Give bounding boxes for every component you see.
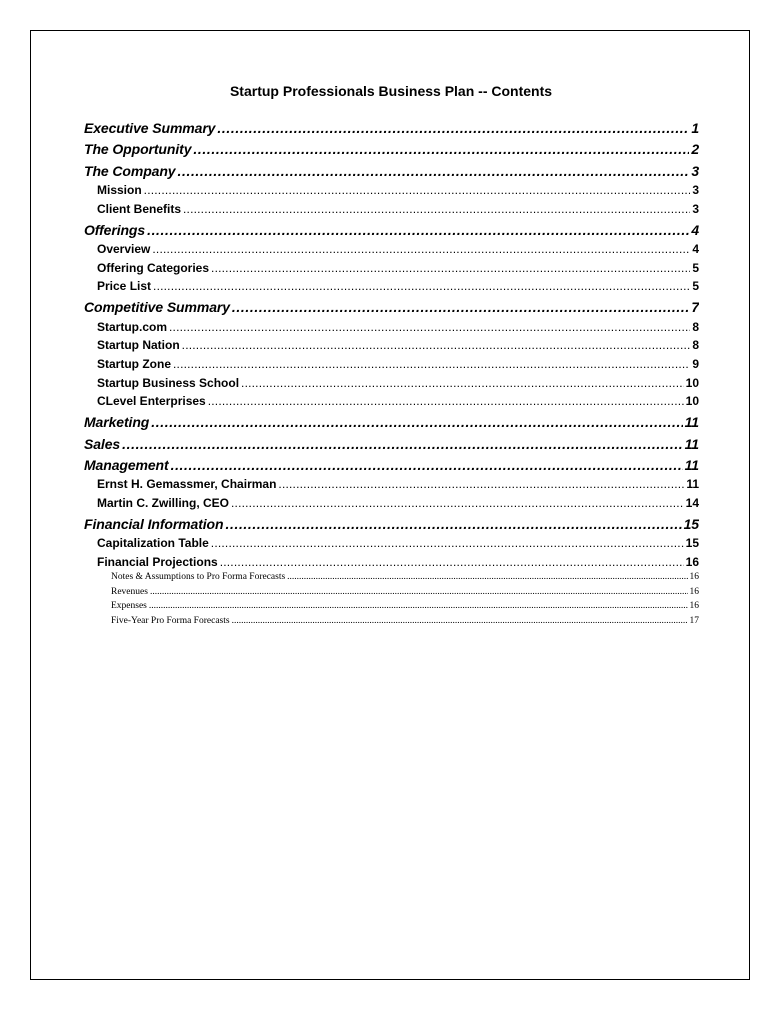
toc-entry-sales[interactable] <box>84 435 699 453</box>
toc-entry-the-opportunity[interactable] <box>84 140 699 158</box>
toc-entry-page: 9 <box>692 357 699 371</box>
toc-entry-page: 16 <box>685 555 699 569</box>
toc-entry-startup-nation[interactable] <box>97 337 699 353</box>
toc-dot-leader <box>231 495 684 511</box>
toc-entry-label: Marketing <box>84 414 150 430</box>
toc-dot-leader <box>147 221 689 239</box>
toc-dot-leader <box>217 119 689 137</box>
toc-entry-page: 15 <box>683 516 699 532</box>
toc-entry-management[interactable] <box>84 456 699 474</box>
toc-dot-leader <box>182 337 691 353</box>
toc-entry-price-list[interactable] <box>97 278 699 294</box>
toc-dot-leader <box>177 162 689 180</box>
toc-entry-expenses[interactable] <box>111 600 699 612</box>
toc-entry-page: 1 <box>691 120 699 136</box>
toc-entry-page: 14 <box>685 496 699 510</box>
toc-dot-leader <box>150 586 688 598</box>
toc-entry-page: 2 <box>691 141 699 157</box>
toc-entry-page: 4 <box>691 222 699 238</box>
document-title: Startup Professionals Business Plan -- Contents <box>229 83 553 99</box>
toc-entry-page: 11 <box>684 457 699 473</box>
toc-entry-financial-information[interactable] <box>84 515 699 533</box>
toc-entry-executive-summary[interactable] <box>84 119 699 137</box>
toc-entry-revenues[interactable] <box>111 586 699 598</box>
toc-dot-leader <box>220 554 684 570</box>
toc-entry-startup-com[interactable] <box>97 319 699 335</box>
toc-dot-leader <box>183 201 690 217</box>
toc-entry-label: Ernst H. Gemassmer, Chairman <box>97 477 277 491</box>
toc-entry-the-company[interactable] <box>84 162 699 180</box>
toc-entry-label: Client Benefits <box>97 202 182 216</box>
toc-entry-marketing[interactable] <box>84 413 699 431</box>
toc-entry-label: Startup Business School <box>97 376 240 390</box>
toc-entry-page: 16 <box>689 572 699 582</box>
toc-entry-label: Competitive Summary <box>84 299 230 315</box>
toc-entry-page: 8 <box>692 320 699 334</box>
toc-entry-page: 3 <box>692 202 699 216</box>
toc-entry-label: Expenses <box>111 601 147 611</box>
toc-entry-label: Financial Information <box>84 516 224 532</box>
toc-dot-leader <box>241 375 684 391</box>
toc-entry-five-year-forecasts[interactable] <box>111 615 699 627</box>
toc-entry-label: Revenues <box>111 587 148 597</box>
toc-entry-page: 5 <box>692 279 699 293</box>
toc-entry-label: The Company <box>84 163 176 179</box>
toc-dot-leader <box>173 356 690 372</box>
toc-entry-startup-business-school[interactable] <box>97 375 699 391</box>
toc-entry-overview[interactable] <box>97 241 699 257</box>
toc-dot-leader <box>287 571 687 583</box>
toc-entry-page: 10 <box>685 376 699 390</box>
toc-entry-page: 3 <box>691 163 699 179</box>
toc-entry-label: Mission <box>97 183 142 197</box>
toc-dot-leader <box>278 476 684 492</box>
toc-entry-clevel-enterprises[interactable] <box>97 393 699 409</box>
toc-entry-offering-categories[interactable] <box>97 260 699 276</box>
toc-entry-label: Martin C. Zwilling, CEO <box>97 496 229 510</box>
toc-entry-label: Financial Projections <box>97 555 218 569</box>
toc-entry-label: Overview <box>97 242 151 256</box>
toc-dot-leader <box>149 600 688 612</box>
toc-entry-page: 8 <box>692 338 699 352</box>
toc-entry-page: 15 <box>685 536 699 550</box>
toc-entry-label: Price List <box>97 279 152 293</box>
toc-entry-label: Startup Nation <box>97 338 180 352</box>
toc-entry-page: 4 <box>692 242 699 256</box>
toc-dot-leader <box>144 182 691 198</box>
toc-entry-label: Notes & Assumptions to Pro Forma Forecasts <box>111 572 286 582</box>
toc-entry-page: 11 <box>684 414 699 430</box>
toc-entry-notes-assumptions[interactable] <box>111 571 699 583</box>
toc-entry-page: 10 <box>685 394 699 408</box>
toc-dot-leader <box>193 140 689 158</box>
toc-entry-page: 11 <box>684 436 699 452</box>
toc-dot-leader <box>169 319 690 335</box>
toc-entry-label: Sales <box>84 436 121 452</box>
toc-entry-page: 17 <box>689 616 699 626</box>
toc-dot-leader <box>152 241 690 257</box>
toc-entry-page: 16 <box>689 587 699 597</box>
toc-entry-ernst-gemassmer[interactable] <box>97 476 699 492</box>
toc-entry-label: Five-Year Pro Forma Forecasts <box>111 616 230 626</box>
toc-dot-leader <box>122 435 683 453</box>
toc-entry-financial-projections[interactable] <box>97 554 699 570</box>
toc-entry-client-benefits[interactable] <box>97 201 699 217</box>
toc-dot-leader <box>232 615 688 627</box>
toc-entry-label: Startup Zone <box>97 357 171 371</box>
toc-entry-label: Offerings <box>84 222 146 238</box>
toc-dot-leader <box>153 278 690 294</box>
toc-dot-leader <box>211 260 690 276</box>
toc-entry-competitive-summary[interactable] <box>84 298 699 316</box>
toc-entry-page: 5 <box>692 261 699 275</box>
toc-entry-offerings[interactable] <box>84 221 699 239</box>
toc-entry-label: Offering Categories <box>97 261 210 275</box>
toc-dot-leader <box>171 456 683 474</box>
toc-entry-label: Startup.com <box>97 320 168 334</box>
toc-entry-label: The Opportunity <box>84 141 192 157</box>
toc-dot-leader <box>232 298 689 316</box>
toc-entry-page: 11 <box>686 477 699 491</box>
toc-entry-label: Executive Summary <box>84 120 216 136</box>
toc-dot-leader <box>151 413 682 431</box>
toc-entry-page: 7 <box>691 299 699 315</box>
toc-entry-startup-zone[interactable] <box>97 356 699 372</box>
toc-dot-leader <box>225 515 681 533</box>
toc-entry-page: 16 <box>689 601 699 611</box>
toc-dot-leader <box>211 535 684 551</box>
toc-dot-leader <box>208 393 684 409</box>
toc-entry-label: CLevel Enterprises <box>97 394 206 408</box>
toc-entry-capitalization-table[interactable] <box>97 535 699 551</box>
toc-entry-mission[interactable] <box>97 182 699 198</box>
toc-entry-martin-zwilling[interactable] <box>97 495 699 511</box>
toc-entry-page: 3 <box>692 183 699 197</box>
toc-entry-label: Capitalization Table <box>97 536 209 550</box>
toc-entry-label: Management <box>84 457 169 473</box>
